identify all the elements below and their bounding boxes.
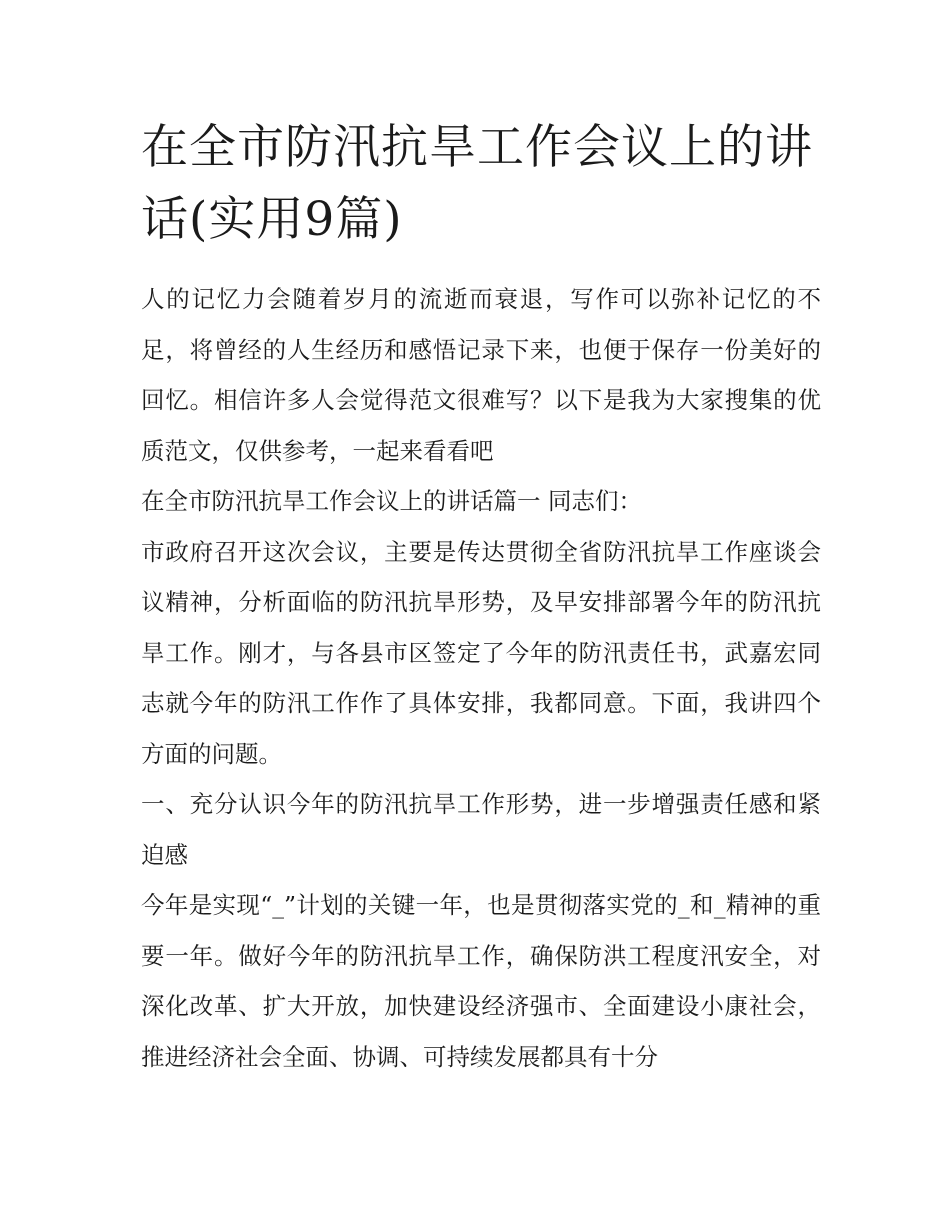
subheading-paragraph: 一、充分认识今年的防汛抗旱工作形势，进一步增强责任感和紧迫感	[141, 790, 821, 869]
body-paragraph: 今年是实现“_”计划的关键一年，也是贯彻落实党的_和_精神的重要一年。做好今年的防汛抗旱工作，确保防洪工程度汛安全，对深化改革、扩大开放，加快建设经济强市、全面建设小康社会，推进经济社会全面、协调、可持续发展都具有十分	[141, 891, 821, 1071]
intro-paragraph: 人的记忆力会随着岁月的流逝而衰退，写作可以弥补记忆的不足，将曾经的人生经历和感悟记录下来，也便于保存一份美好的回忆。相信许多人会觉得范文很难写？以下是我为大家搜集的优质范文，仅供参考，一起来看看吧	[141, 285, 821, 465]
document-title: 在全市防汛抗旱工作会议上的讲话(实用9篇)	[141, 120, 813, 247]
body-paragraph: 市政府召开这次会议，主要是传达贯彻全省防汛抗旱工作座谈会议精神，分析面临的防汛抗旱形势，及早安排部署今年的防汛抗旱工作。刚才，与各县市区签定了今年的防汛责任书，武嘉宏同志就今年的防汛工作作了具体安排，我都同意。下面，我讲四个方面的问题。	[141, 537, 821, 768]
section-heading-paragraph: 在全市防汛抗旱工作会议上的讲话篇一 同志们：	[141, 487, 642, 515]
document-page	[141, 112, 821, 1082]
document-body	[141, 274, 821, 1082]
